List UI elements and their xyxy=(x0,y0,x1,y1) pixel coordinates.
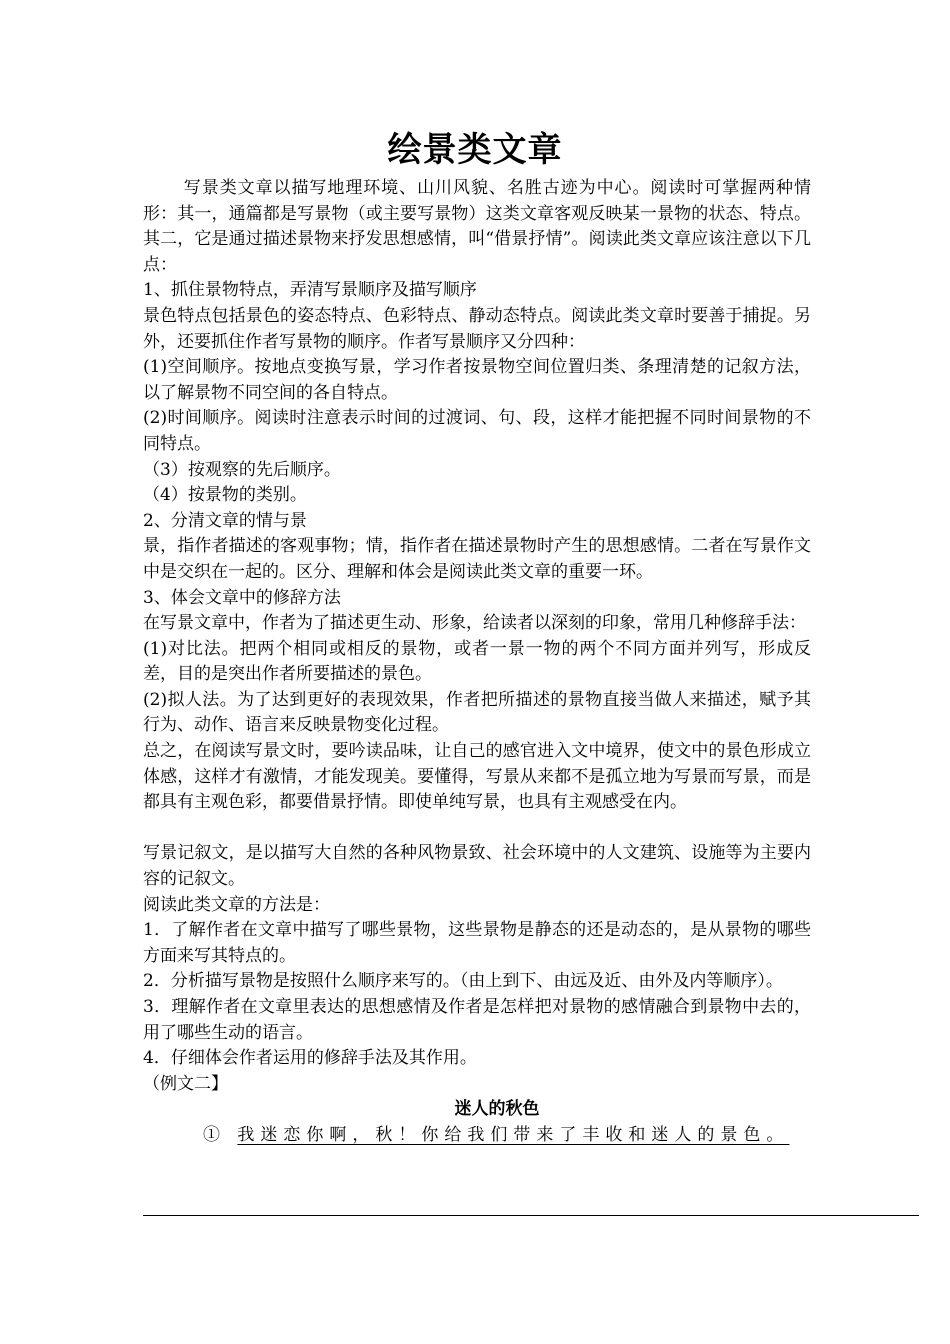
intro-paragraph: 写景类文章以描写地理环境、山川风貌、名胜古迹为中心。阅读时可掌握两种情形：其一，通篇都是写景物（或主要写景物）这类文章客观反映某一景物的状态、特点。其二，它是通过描述景物来抒发思想感情，叫“借景抒情”。阅读此类文章应该注意以下几点： xyxy=(143,178,811,275)
method-item-4: 4．仔细体会作者运用的修辞手法及其作用。 xyxy=(143,1048,477,1069)
paragraph-number: ① xyxy=(203,1124,226,1145)
section-1-item-2: (2)时间顺序。阅读时注意表示时间的过渡词、句、段，这样才能把握不同时间景物的不同特点。 xyxy=(143,408,811,454)
section-1-item-1: (1)空间顺序。按地点变换写景，学习作者按景物空间位置归类、条理清楚的记叙方法，以了解景物不同空间的各自特点。 xyxy=(143,357,811,403)
method-item-2: 2．分析描写景物是按照什么顺序来写的。（由上到下、由远及近、由外及内等顺序）。 xyxy=(143,971,783,992)
example-label: （例文二】 xyxy=(143,1073,228,1094)
section-3-text: 在写景文章中，作者为了描述更生动、形象，给读者以深刻的印象，常用几种修辞手法： xyxy=(143,613,806,634)
section-3-item-1: (1)对比法。把两个相同或相反的景物，或者一景一物的两个不同方面并列写，形成反差，目的是突出作者所要描述的景色。 xyxy=(143,638,811,685)
method-heading: 阅读此类文章的方法是： xyxy=(143,894,330,915)
section-1-item-4: （4）按景物的类别。 xyxy=(143,485,307,506)
example-line-end: 。 xyxy=(766,1124,790,1145)
example-title: 迷人的秋色 xyxy=(454,1099,540,1120)
footer-rule xyxy=(143,1215,919,1216)
document-title: 绘景类文章 xyxy=(387,130,563,170)
example-line-text: 我迷恋你啊，秋！你给我们带来了丰收和迷人的景色 xyxy=(237,1124,767,1145)
method-item-3: 3．理解作者在文章里表达的思想感情及作者是怎样把对景物的感情融合到景物中去的，用了哪些生动的语言。 xyxy=(143,997,811,1043)
section-1-heading: 1、抓住景物特点，弄清写景顺序及描写顺序 xyxy=(143,280,477,301)
narrative-intro: 写景记叙文，是以描写大自然的各种风物景致、社会环境中的人文建筑、设施等为主要内容的记叙文。 xyxy=(143,843,811,890)
method-item-1: 1．了解作者在文章中描写了哪些景物，这些景物是静态的还是动态的，是从景物的哪些方面来写其特点的。 xyxy=(143,920,811,966)
example-first-line xyxy=(143,1123,811,1149)
section-1-item-3: （3）按观察的先后顺序。 xyxy=(143,459,341,480)
section-2-text: 景，指作者描述的客观事物；情，指作者在描述景物时产生的思想感情。二者在写景作文中是交织在一起的。区分、理解和体会是阅读此类文章的重要一环。 xyxy=(143,536,811,582)
section-1-text: 景色特点包括景色的姿态特点、色彩特点、静动态特点。阅读此类文章时要善于捕捉。另外，还要抓住作者写景物的顺序。作者写景顺序又分四种： xyxy=(143,305,811,352)
document-body xyxy=(143,176,811,1149)
section-3-heading: 3、体会文章中的修辞方法 xyxy=(143,587,341,608)
summary-paragraph: 总之，在阅读写景文时，要吟读品味，让自己的感官进入文中境界，使文中的景色形成立体感，这样才有激情，才能发现美。要懂得，写景从来都不是孤立地为写景而写景，而是都具有主观色彩，都要借景抒情。即使单纯写景，也具有主观感受在内。 xyxy=(143,741,811,813)
section-2-heading: 2、分清文章的情与景 xyxy=(143,510,307,531)
blank-line xyxy=(143,816,811,842)
section-3-item-2: (2)拟人法。为了达到更好的表现效果，作者把所描述的景物直接当做人来描述，赋予其行为、动作、语言来反映景物变化过程。 xyxy=(143,689,811,736)
